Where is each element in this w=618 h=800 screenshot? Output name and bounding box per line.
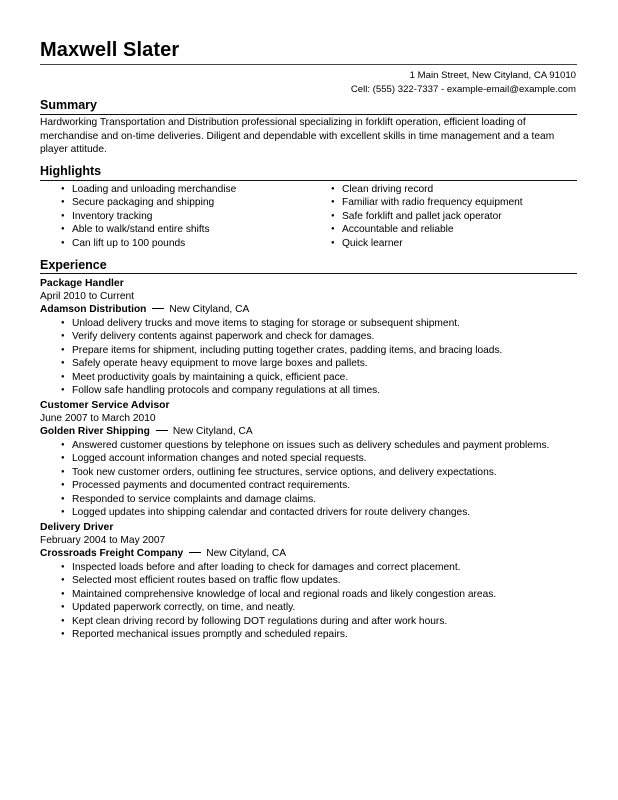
highlights-heading: Highlights	[40, 164, 102, 178]
highlight-item: ● Inventory tracking	[40, 210, 236, 223]
highlight-item: ● Safe forklift and pallet jack operator	[310, 210, 523, 223]
summary-text: Hardworking Transportation and Distribution professional specializing in forklift operation, efficient loading of merchandise and on-time deliveries. Diligent and dependable with excellent skills in time management and a team player attitude.	[40, 117, 555, 155]
highlight-item: ● Clean driving record	[310, 183, 523, 196]
highlight-item: ● Loading and unloading merchandise	[40, 183, 236, 196]
job-duty-item: ● Meet productivity goals by maintaining a quick, efficient pace.	[40, 371, 585, 384]
job-employer	[40, 425, 585, 438]
company-name: Golden River Shipping	[40, 426, 150, 437]
highlights-left-list	[40, 183, 236, 250]
contact-block	[351, 69, 576, 97]
job-duty-item: ● Verify delivery contents against paperwork and check for damages.	[40, 330, 585, 343]
job-entry	[40, 399, 585, 519]
company-name: Adamson Distribution	[40, 304, 147, 315]
highlights-divider	[40, 180, 577, 181]
highlight-item: ● Able to walk/stand entire shifts	[40, 223, 236, 236]
job-dates: June 2007 to March 2010	[40, 413, 156, 424]
job-title: Delivery Driver	[40, 522, 114, 533]
job-dates: April 2010 to Current	[40, 291, 135, 302]
address-line: 1 Main Street, New Cityland, CA 91010	[409, 70, 576, 81]
job-duty-item: ● Logged updates into shipping calendar and contacted drivers for route delivery changes.	[40, 506, 585, 519]
contact-line: Cell: (555) 322-7337 - example-email@example.com	[350, 84, 576, 95]
separator-dash	[189, 552, 201, 553]
highlight-item: ● Secure packaging and shipping	[40, 196, 236, 209]
job-duty-item: ● Selected most efficient routes based on traffic flow updates.	[40, 574, 585, 587]
job-duty-item: ● Processed payments and documented contract requirements.	[40, 479, 585, 492]
summary-divider	[40, 114, 577, 115]
job-entry	[40, 277, 585, 397]
job-employer	[40, 547, 585, 560]
job-duty-item: ● Inspected loads before and after loading to check for damages and correct placement.	[40, 561, 585, 574]
highlight-item: ● Accountable and reliable	[310, 223, 523, 236]
header-divider	[40, 64, 577, 65]
job-employer	[40, 303, 585, 316]
job-duty-item: ● Answered customer questions by telephone on issues such as delivery schedules and payment problems.	[40, 439, 585, 452]
job-duty-item: ● Updated paperwork correctly, on time, and neatly.	[40, 601, 585, 614]
highlight-item: ● Quick learner	[310, 237, 523, 250]
job-entry	[40, 521, 585, 641]
job-duties-list	[40, 317, 585, 397]
separator-dash	[156, 430, 168, 431]
job-duty-item: ● Kept clean driving record by following DOT regulations during and after work hours.	[40, 615, 585, 628]
candidate-name: Maxwell Slater	[40, 39, 180, 61]
job-duty-item: ● Safely operate heavy equipment to move large boxes and pallets.	[40, 357, 585, 370]
job-duties-list	[40, 561, 585, 641]
job-duty-item: ● Took new customer orders, outlining fee structures, service options, and delivery expectations.	[40, 466, 585, 479]
highlight-item: ● Familiar with radio frequency equipment	[310, 196, 523, 209]
job-location: New Cityland, CA	[169, 304, 250, 315]
job-duty-item: ● Reported mechanical issues promptly and scheduled repairs.	[40, 628, 585, 641]
job-duty-item: ● Responded to service complaints and damage claims.	[40, 493, 585, 506]
highlight-item: ● Can lift up to 100 pounds	[40, 237, 236, 250]
highlights-right-list	[310, 183, 523, 250]
experience-divider	[40, 273, 577, 274]
job-duties-list	[40, 439, 585, 519]
job-duty-item: ● Follow safe handling protocols and company regulations at all times.	[40, 384, 585, 397]
company-name: Crossroads Freight Company	[40, 548, 184, 559]
job-location: New Cityland, CA	[172, 426, 253, 437]
job-duty-item: ● Maintained comprehensive knowledge of local and regional roads and likely congestion areas.	[40, 588, 585, 601]
separator-dash	[152, 308, 164, 309]
job-dates: February 2004 to May 2007	[40, 535, 166, 546]
job-location: New Cityland, CA	[206, 548, 287, 559]
job-duty-item: ● Logged account information changes and noted special requests.	[40, 452, 585, 465]
summary-heading: Summary	[40, 98, 97, 112]
experience-heading: Experience	[40, 258, 107, 272]
job-duty-item: ● Prepare items for shipment, including putting together crates, padding items, and bracing loads.	[40, 344, 585, 357]
job-title: Customer Service Advisor	[40, 400, 170, 411]
job-duty-item: ● Unload delivery trucks and move items to staging for storage or subsequent shipment.	[40, 317, 585, 330]
job-title: Package Handler	[40, 278, 124, 289]
